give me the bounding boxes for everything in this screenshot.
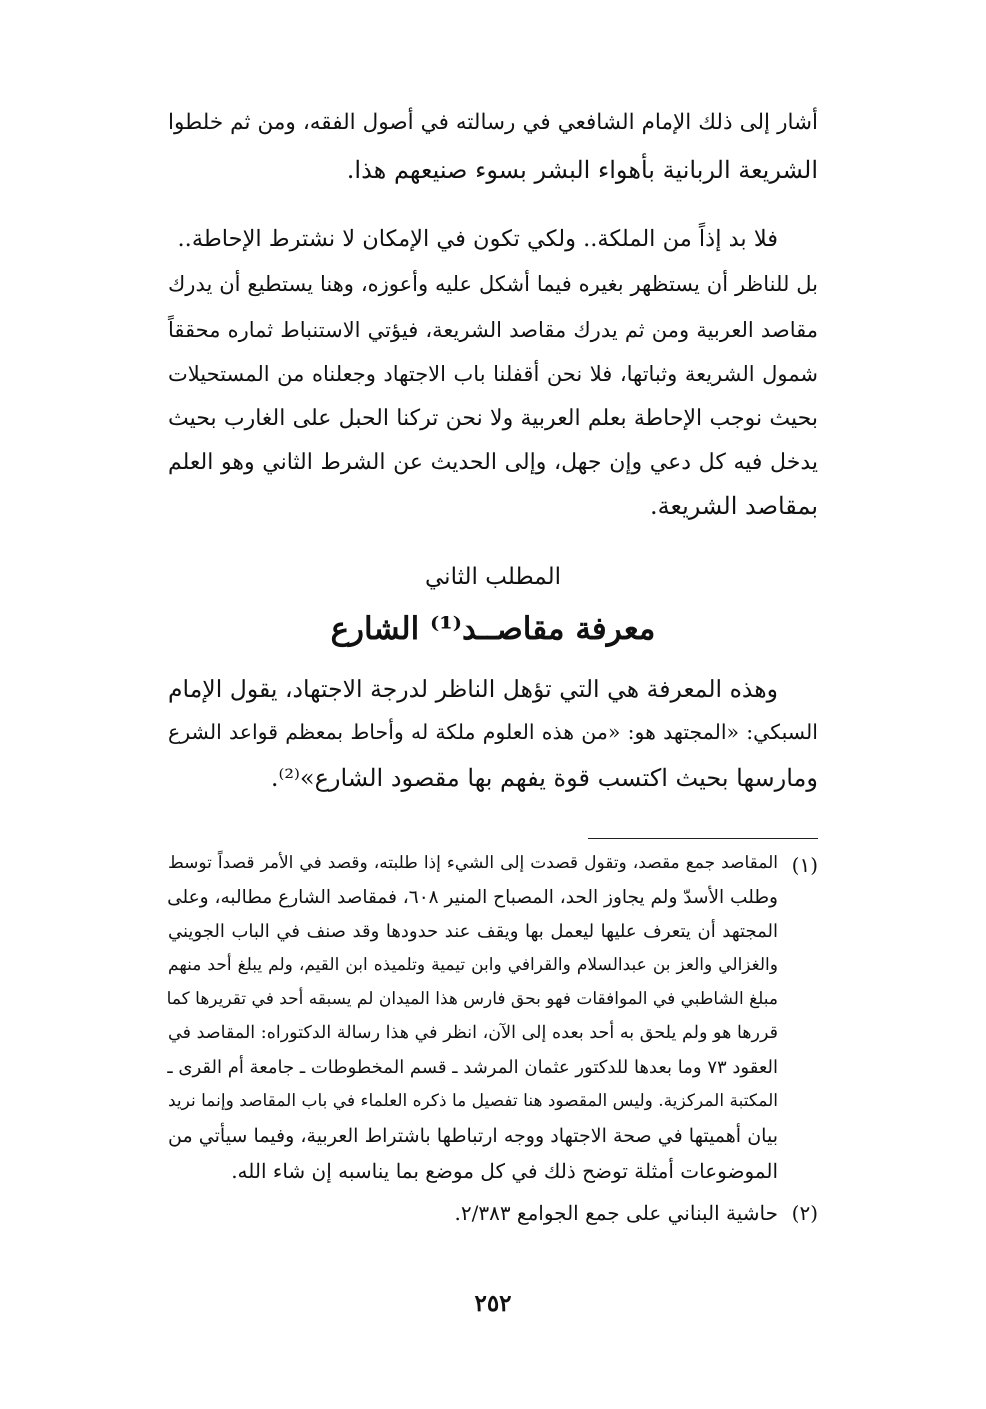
text-line: بمقاصد الشريعة. — [650, 492, 818, 520]
footnote-line: والغزالي والعز بن عبدالسلام والقرافي وابن تيمية وتلميذه ابن القيم، ولم يبلغ أحد منهم — [168, 955, 778, 975]
text-line: السبكي: «المجتهد هو: «من هذه العلوم ملكة له وأحاط بمعظم قواعد الشرع — [168, 720, 818, 744]
page-number: ٢٥٢ — [474, 1290, 512, 1317]
text-line: بحيث نوجب الإحاطة بعلم العربية ولا نحن تركنا الحبل على الغارب بحيث — [168, 406, 818, 431]
footnote-line: الموضوعات أمثلة توضح ذلك في كل موضع بما يناسبه إن شاء الله. — [231, 1159, 778, 1183]
footnote-marker: (٢) — [791, 1201, 818, 1225]
text-line: ومارسها بحيث اكتسب قوة يفهم بها مقصود الشارع»⁽²⁾. — [270, 764, 818, 792]
footnote-line: وطلب الأسدّ ولم يجاوز الحد، المصباح المنير ٦٠٨، فمقاصد الشارع مطالبه، وعلى — [167, 887, 778, 908]
text-line: فلا بد إذاً من الملكة.. ولكي تكون في الإمكان لا نشترط الإحاطة.. — [177, 226, 778, 252]
footnote-separator — [588, 838, 818, 839]
footnote-marker: (١) — [791, 853, 818, 877]
footnote-line: المكتبة المركزية. وليس المقصود هنا تفصيل ما ذكره العلماء في باب المقاصد وإنما نريد — [167, 1091, 778, 1111]
footnote-line: مبلغ الشاطبي في الموافقات فهو بحق فارس هذا الميدان لم يسبقه أحد في تقريرها كما — [166, 989, 778, 1009]
text-line: بل للناظر أن يستظهر بغيره فيما أشكل عليه وأعوزه، وهنا يستطيع أن يدرك — [168, 272, 818, 296]
section-label: المطلب الثاني — [425, 564, 561, 590]
text-line: أشار إلى ذلك الإمام الشافعي في رسالته في أصول الفقه، ومن ثم خلطوا — [168, 110, 818, 135]
footnote-line: قررها هو ولم يلحق به أحد بعده إلى الآن، انظر في هذا رسالة الدكتوراه: المقاصد في — [168, 1023, 778, 1043]
section-title: معرفة مقاصــد⁽¹⁾ الشارع — [330, 611, 656, 647]
text-line: يدخل فيه كل دعي وإن جهل، وإلى الحديث عن الشرط الثاني وهو العلم — [168, 450, 818, 475]
footnote-line: بيان أهميتها في صحة الاجتهاد ووجه ارتباطها باشتراط العربية، وفيما سيأتي من — [168, 1125, 778, 1147]
footnote-line: المقاصد جمع مقصد، وتقول قصدت إلى الشيء إذا طلبته، وقصد في الأمر قصداً توسط — [168, 853, 778, 873]
text-line: مقاصد العربية ومن ثم يدرك مقاصد الشريعة، فيؤتي الاستنباط ثماره محققاً — [168, 318, 818, 342]
text-line: الشريعة الربانية بأهواء البشر بسوء صنيعهم هذا. — [346, 156, 818, 184]
footnote-line: حاشية البناني على جمع الجوامع ٢/٣٨٣. — [454, 1201, 778, 1225]
footnote-line: المجتهد أن يتعرف عليها ليعمل بها ويقف عند حدودها وقد صنف في الباب الجويني — [168, 921, 778, 942]
text-line: شمول الشريعة وثباتها، فلا نحن أقفلنا باب الاجتهاد وجعلناه من المستحيلات — [168, 362, 818, 386]
footnote-line: العقود ٧٣ وما بعدها للدكتور عثمان المرشد ـ قسم المخطوطات ـ جامعة أم القرى ـ — [167, 1057, 778, 1078]
text-line: وهذه المعرفة هي التي تؤهل الناظر لدرجة الاجتهاد، يقول الإمام — [168, 675, 778, 703]
